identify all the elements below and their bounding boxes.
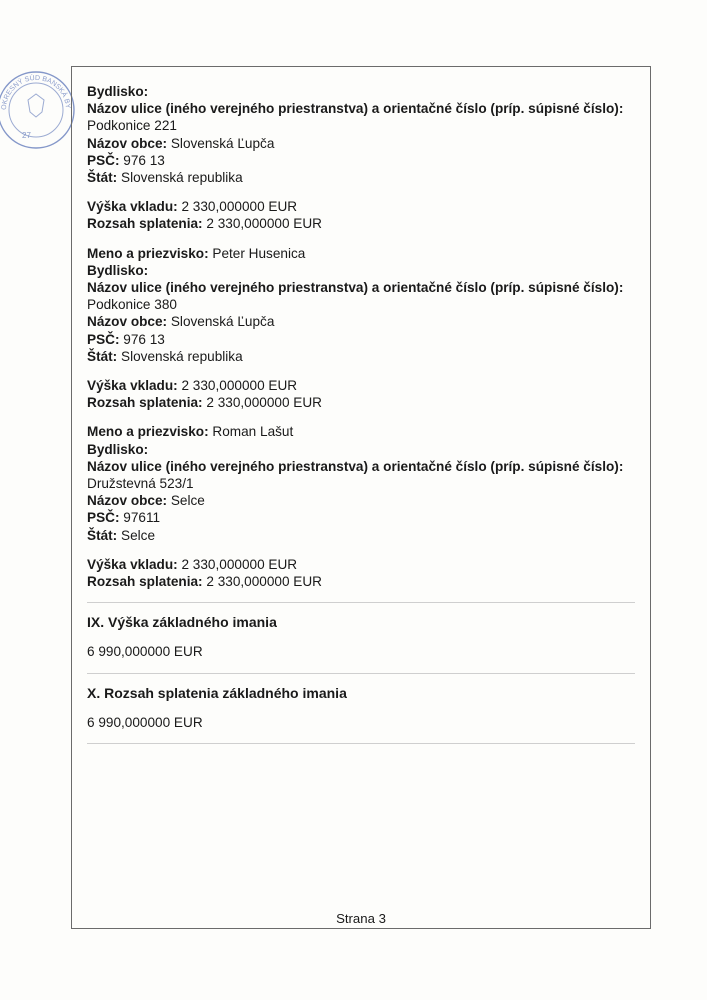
page-number: Strana 3 [336, 911, 386, 926]
country-value: Selce [121, 527, 156, 543]
section-title: X. Rozsah splatenia základného imania [87, 684, 347, 701]
country-value: Slovenská republika [121, 170, 243, 186]
paid-label: Rozsah splatenia: [87, 395, 203, 411]
street-label: Názov ulice (iného verejného priestranstva) a orientačné číslo (príp. súpisné číslo): [87, 458, 624, 474]
section-value: 6 990,000000 EUR [87, 714, 203, 730]
city-value: Slovenská Ľupča [170, 314, 275, 330]
court-stamp [0, 66, 80, 154]
paid-label: Rozsah splatenia: [87, 216, 203, 232]
deposit-value: 2 330,000000 EUR [181, 556, 298, 572]
section-capital-paid [87, 685, 642, 731]
street-label: Názov ulice (iného verejného priestranstva) a orientačné číslo (príp. súpisné číslo): [87, 280, 624, 296]
zip-label: PSČ: [87, 331, 120, 347]
residence-label: Bydlisko: [87, 84, 149, 99]
deposit-label: Výška vkladu: [87, 378, 178, 394]
country-label: Štát: [87, 170, 118, 186]
person-entry [87, 245, 642, 412]
zip-label: PSČ: [87, 510, 120, 526]
name-label: Meno a priezvisko: [87, 424, 209, 440]
person-entry [87, 83, 642, 233]
svg-text:27: 27 [22, 131, 31, 140]
name-value: Roman Lašut [212, 424, 294, 440]
deposit-label: Výška vkladu: [87, 199, 178, 215]
section-divider [87, 602, 635, 603]
paid-value: 2 330,000000 EUR [206, 395, 322, 411]
name-label: Meno a priezvisko: [87, 245, 209, 261]
zip-value: 976 13 [123, 152, 165, 168]
city-value: Slovenská Ľupča [170, 135, 275, 151]
paid-value: 2 330,000000 EUR [206, 574, 322, 590]
deposit-value: 2 330,000000 EUR [181, 378, 298, 394]
section-divider [87, 743, 635, 744]
zip-value: 97611 [123, 510, 161, 526]
section-divider [87, 673, 635, 674]
name-value: Peter Husenica [212, 245, 306, 261]
section-value: 6 990,000000 EUR [87, 644, 203, 660]
residence-label: Bydlisko: [87, 441, 149, 457]
country-label: Štát: [87, 348, 118, 364]
svg-text:OKRESNÝ SÚD BANSKÁ BYSTRICA: OKRESNÝ SÚD BANSKÁ BY [0, 74, 72, 111]
deposit-value: 2 330,000000 EUR [181, 199, 298, 215]
residence-label: Bydlisko: [87, 262, 149, 278]
city-label: Názov obce: [87, 135, 168, 151]
document-content [87, 83, 642, 755]
zip-label: PSČ: [87, 152, 120, 168]
city-label: Názov obce: [87, 493, 168, 509]
street-value: Družstevná 523/1 [87, 476, 194, 492]
section-title: IX. Výška základného imania [87, 614, 277, 631]
zip-value: 976 13 [123, 331, 165, 347]
section-capital [87, 614, 642, 660]
city-label: Názov obce: [87, 314, 168, 330]
deposit-label: Výška vkladu: [87, 556, 178, 572]
person-entry [87, 423, 642, 590]
city-value: Selce [170, 493, 205, 509]
paid-value: 2 330,000000 EUR [206, 216, 322, 232]
country-value: Slovenská republika [121, 348, 243, 364]
country-label: Štát: [87, 527, 118, 543]
street-label: Názov ulice (iného verejného priestranstva) a orientačné číslo (príp. súpisné číslo): [87, 101, 624, 117]
paid-label: Rozsah splatenia: [87, 574, 203, 590]
street-value: Podkonice 221 [87, 118, 177, 134]
street-value: Podkonice 380 [87, 297, 177, 313]
